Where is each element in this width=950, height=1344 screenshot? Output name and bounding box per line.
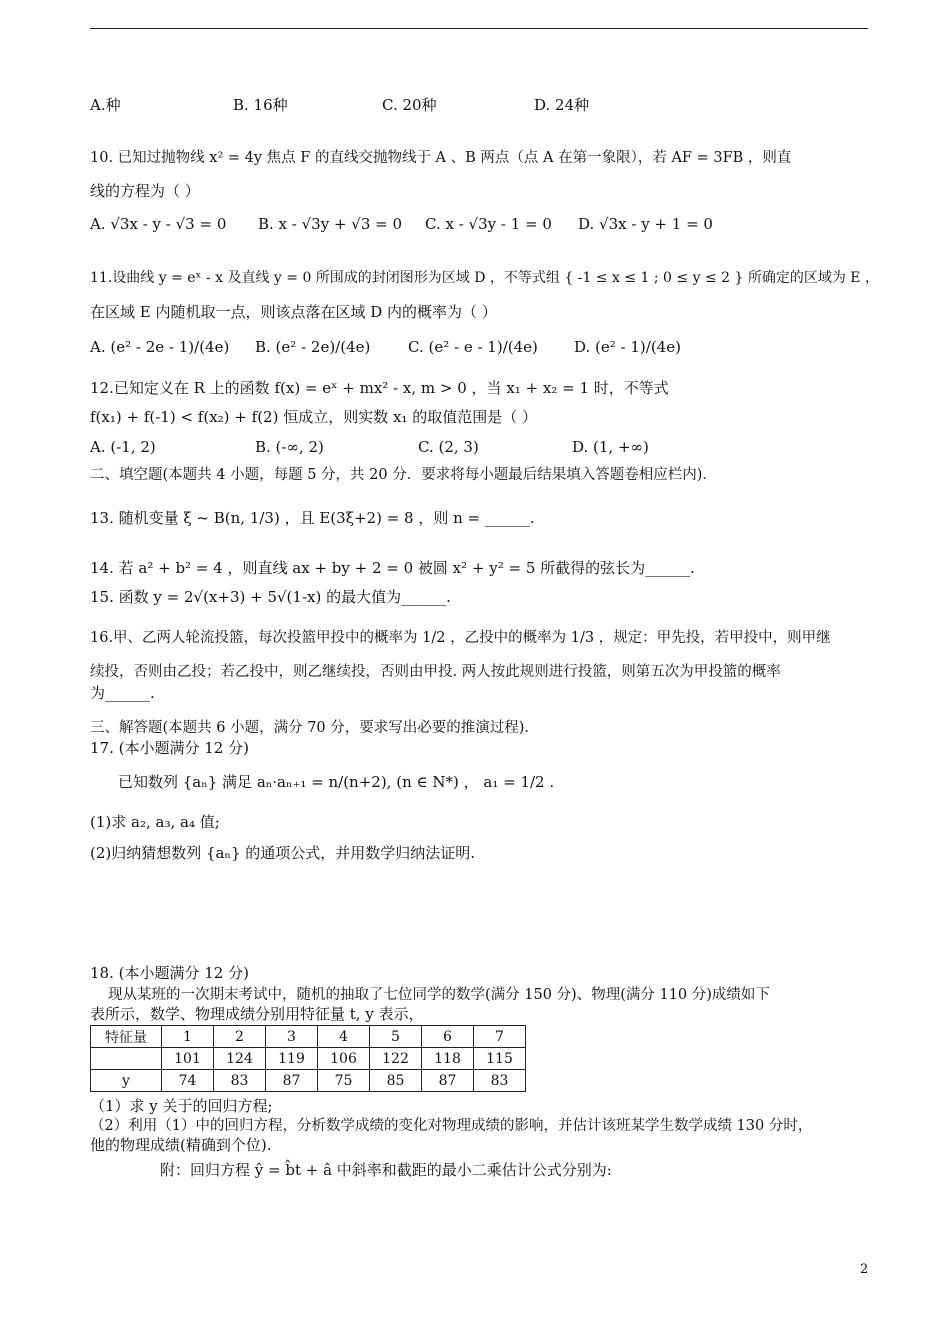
table-header-row <box>91 1026 526 1048</box>
q15-text: 15. 函数 y = 2√(x+3) + 5√(1-x) 的最大值为______. <box>90 588 451 606</box>
q14-text: 14. 若 a² + b² = 4 ，则直线 ax + by + 2 = 0 被圆 x² + y² = 5 所截得的弦长为______. <box>90 559 695 577</box>
table-cell: 106 <box>318 1048 370 1070</box>
q10-stem-line2: 线的方程为（ ） <box>90 182 200 200</box>
q10-option-d: D. √3x - y + 1 = 0 <box>578 215 713 233</box>
table-cell: 4 <box>318 1026 370 1048</box>
table-cell: 85 <box>370 1070 422 1092</box>
feature-table <box>90 1025 526 1092</box>
q10-option-c: C. x - √3y - 1 = 0 <box>425 215 552 233</box>
q18-part2-line2: 他的物理成绩(精确到个位). <box>90 1136 272 1154</box>
table-cell: 74 <box>162 1070 214 1092</box>
table-cell: y <box>91 1070 162 1092</box>
q18-stem-line1: 现从某班的一次期末考试中，随机的抽取了七位同学的数学(满分 150 分)、物理(满分 110 分)成绩如下 <box>108 987 770 1003</box>
table-cell <box>91 1048 162 1070</box>
q17-part1: (1)求 a₂, a₃, a₄ 值; <box>90 813 220 831</box>
q11-option-c: C. (e² - e - 1)/(4e) <box>408 338 538 356</box>
table-cell: 特征量 <box>91 1026 162 1048</box>
table-cell: 3 <box>266 1026 318 1048</box>
section3-heading: 三、解答题(本题共 6 小题，满分 70 分，要求写出必要的推演过程)． <box>90 720 539 736</box>
q16-line3: 为______. <box>90 684 155 702</box>
section2-heading: 二、填空题(本题共 4 小题，每题 5 分，共 20 分．要求将每小题最后结果填入答题卷相应栏内)． <box>90 467 717 483</box>
q10-stem-line1: 10. 已知过抛物线 x² = 4y 焦点 F 的直线交抛物线于 A 、B 两点（点 A 在第一象限），若 AF = 3FB ，则直 <box>90 150 792 166</box>
table-cell: 75 <box>318 1070 370 1092</box>
page-number: 2 <box>860 1262 869 1277</box>
table-row-t <box>91 1048 526 1070</box>
q11-option-d: D. (e² - 1)/(4e) <box>574 338 681 356</box>
q16-line1: 16.甲、乙两人轮流投篮，每次投篮甲投中的概率为 1/2 ，乙投中的概率为 1/3 ，规定：甲先投，若甲投中，则甲继 <box>90 630 831 646</box>
q12-option-d: D. (1, +∞) <box>572 438 649 456</box>
table-cell: 83 <box>474 1070 526 1092</box>
table-cell: 124 <box>214 1048 266 1070</box>
header-rule <box>90 28 868 29</box>
table-cell: 118 <box>422 1048 474 1070</box>
table-cell: 119 <box>266 1048 318 1070</box>
table-cell: 83 <box>214 1070 266 1092</box>
q18-heading: 18. (本小题满分 12 分) <box>90 964 249 982</box>
q10-option-b: B. x - √3y + √3 = 0 <box>258 215 403 233</box>
table-cell: 7 <box>474 1026 526 1048</box>
q9-option-d: D. 24种 <box>534 96 590 114</box>
q12-option-c: C. (2, 3) <box>418 438 479 456</box>
q9-option-b: B. 16种 <box>233 96 288 114</box>
q12-stem-line1: 12.已知定义在 R 上的函数 f(x) = eˣ + mx² - x, m > 0 ，当 x₁ + x₂ = 1 时，不等式 <box>90 379 669 397</box>
q9-option-a: A.种 <box>90 96 121 114</box>
q11-stem-line1: 11.设曲线 y = eˣ - x 及直线 y = 0 所围成的封闭图形为区域 D ，不等式组 { -1 ≤ x ≤ 1 ; 0 ≤ y ≤ 2 } 所确定的区域为 E ， <box>90 270 879 286</box>
q17-part2: (2)归纳猜想数列 {aₙ} 的通项公式，并用数学归纳法证明. <box>90 844 476 862</box>
q18-part2-line1: （2）利用（1）中的回归方程，分析数学成绩的变化对物理成绩的影响，并估计该班某学生数学成绩 130 分时， <box>90 1118 813 1134</box>
table-cell: 101 <box>162 1048 214 1070</box>
q12-option-b: B. (-∞, 2) <box>255 438 324 456</box>
table-cell: 1 <box>162 1026 214 1048</box>
table-cell: 2 <box>214 1026 266 1048</box>
table-row-y <box>91 1070 526 1092</box>
table-cell: 87 <box>422 1070 474 1092</box>
q9-option-c: C. 20种 <box>382 96 437 114</box>
table-cell: 115 <box>474 1048 526 1070</box>
q11-stem-line2: 在区域 E 内随机取一点，则该点落在区域 D 内的概率为（ ） <box>90 303 497 321</box>
q18-part1: （1）求 y 关于的回归方程; <box>90 1097 273 1115</box>
q12-option-a: A. (-1, 2) <box>90 438 156 456</box>
q13-text: 13. 随机变量 ξ ~ B(n, 1/3) ，且 E(3ξ+2) = 8 ，则 n = ______. <box>90 509 535 527</box>
q16-line2: 续投，否则由乙投；若乙投中，则乙继续投，否则由甲投. 两人按此规则进行投篮，则第五次为甲投篮的概率 <box>90 664 781 680</box>
table-cell: 87 <box>266 1070 318 1092</box>
q12-stem-line2: f(x₁) + f(-1) < f(x₂) + f(2) 恒成立，则实数 x₁ 的取值范围是（ ） <box>90 408 537 426</box>
q17-given: 已知数列 {aₙ} 满足 aₙ·aₙ₊₁ = n/(n+2), (n ∈ N*) ， a₁ = 1/2 . <box>118 773 555 791</box>
q10-option-a: A. √3x - y - √3 = 0 <box>90 215 227 233</box>
q11-option-b: B. (e² - 2e)/(4e) <box>255 338 371 356</box>
q18-appendix-note: 附：回归方程 ŷ = b̂t + â 中斜率和截距的最小二乘估计公式分别为: <box>160 1161 612 1179</box>
q18-stem-line2: 表所示，数学、物理成绩分别用特征量 t, y 表示， <box>90 1005 424 1023</box>
q11-option-a: A. (e² - 2e - 1)/(4e) <box>90 338 230 356</box>
table-cell: 122 <box>370 1048 422 1070</box>
table-cell: 5 <box>370 1026 422 1048</box>
q17-heading: 17. (本小题满分 12 分) <box>90 739 249 757</box>
table-cell: 6 <box>422 1026 474 1048</box>
